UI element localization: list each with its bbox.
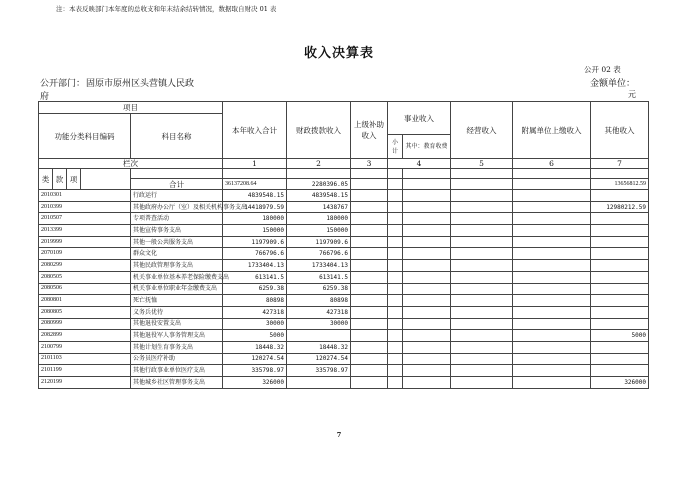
row-affiliated	[513, 213, 591, 225]
row-business-sub	[388, 190, 403, 202]
header-func-code: 功能分类科目编码	[39, 114, 131, 159]
row-business-edu	[403, 271, 451, 283]
row-code: 2010399	[39, 201, 131, 213]
row-business-edu	[403, 318, 451, 330]
row-business-edu	[403, 306, 451, 318]
row-other	[591, 260, 649, 272]
total-col-index-blank	[131, 169, 223, 179]
total-index-blank	[591, 169, 649, 179]
table-row	[39, 377, 649, 389]
header-fiscal: 财政拨款收入	[287, 102, 351, 159]
row-superior	[351, 365, 388, 377]
header-business-edu: 其中：教育收费	[403, 135, 451, 159]
row-subject-name: 其他退役军人事务管理支出	[131, 330, 223, 342]
total-business-sub	[388, 179, 403, 190]
row-code: 2070109	[39, 248, 131, 260]
row-income-total: 427318	[223, 306, 287, 318]
row-operating	[451, 190, 513, 202]
row-other	[591, 213, 649, 225]
row-income-total: 80898	[223, 295, 287, 307]
row-other	[591, 271, 649, 283]
row-operating	[451, 318, 513, 330]
header-xiang: 项	[67, 169, 81, 190]
row-superior	[351, 306, 388, 318]
row-affiliated	[513, 330, 591, 342]
row-superior	[351, 201, 388, 213]
header-lei: 类	[39, 169, 53, 190]
row-income-total: 14418979.59	[223, 201, 287, 213]
row-business-edu	[403, 213, 451, 225]
row-operating	[451, 213, 513, 225]
table-row	[39, 341, 649, 353]
row-business-sub	[388, 283, 403, 295]
row-business-edu	[403, 283, 451, 295]
row-operating	[451, 201, 513, 213]
row-business-sub	[388, 341, 403, 353]
row-other	[591, 353, 649, 365]
row-income-total: 5000	[223, 330, 287, 342]
row-operating	[451, 341, 513, 353]
row-affiliated	[513, 318, 591, 330]
row-other	[591, 283, 649, 295]
row-other: 326000	[591, 377, 649, 389]
row-operating	[451, 365, 513, 377]
row-other	[591, 318, 649, 330]
table-row	[39, 353, 649, 365]
header-business-sub: 小计	[388, 135, 403, 159]
row-subject-name: 其他行政事业单位医疗支出	[131, 365, 223, 377]
row-subject-name: 机关事业单位基本养老保险缴费支出	[131, 271, 223, 283]
row-superior	[351, 213, 388, 225]
col-index-5: 5	[451, 159, 513, 169]
row-fiscal: 427318	[287, 306, 351, 318]
row-superior	[351, 248, 388, 260]
row-income-total: 335798.97	[223, 365, 287, 377]
row-subject-name: 行政运行	[131, 190, 223, 202]
col-index-6: 6	[513, 159, 591, 169]
row-business-edu	[403, 190, 451, 202]
col-index-3: 3	[351, 159, 388, 169]
total-fiscal: 2280396.05	[287, 179, 351, 190]
row-subject-name: 群众文化	[131, 248, 223, 260]
total-index-blank	[513, 169, 591, 179]
total-index-blank	[287, 169, 351, 179]
row-business-edu	[403, 201, 451, 213]
form-number: 公开 02 表	[584, 65, 621, 74]
row-superior	[351, 295, 388, 307]
row-subject-name: 机关事业单位职业年金缴费支出	[131, 283, 223, 295]
row-operating	[451, 248, 513, 260]
total-operating	[451, 179, 513, 190]
row-code: 2101199	[39, 365, 131, 377]
row-code: 2019999	[39, 236, 131, 248]
header-operating: 经营收入	[451, 102, 513, 159]
row-business-edu	[403, 225, 451, 237]
table-row	[39, 318, 649, 330]
row-income-total: 30000	[223, 318, 287, 330]
row-fiscal	[287, 330, 351, 342]
row-fiscal: 766796.6	[287, 248, 351, 260]
row-business-edu	[403, 330, 451, 342]
page-title: 收入决算表	[303, 46, 374, 61]
total-blank	[81, 169, 131, 190]
row-subject-name: 死亡抚恤	[131, 295, 223, 307]
header-other: 其他收入	[591, 102, 649, 159]
row-fiscal: 6259.38	[287, 283, 351, 295]
row-business-edu	[403, 377, 451, 389]
row-fiscal: 80898	[287, 295, 351, 307]
row-fiscal	[287, 377, 351, 389]
row-business-edu	[403, 248, 451, 260]
row-superior	[351, 318, 388, 330]
row-superior	[351, 190, 388, 202]
row-business-sub	[388, 365, 403, 377]
row-operating	[451, 330, 513, 342]
row-other	[591, 341, 649, 353]
row-business-edu	[403, 341, 451, 353]
row-business-sub	[388, 260, 403, 272]
row-fiscal: 180000	[287, 213, 351, 225]
row-subject-name: 专项普查活动	[131, 213, 223, 225]
row-superior	[351, 353, 388, 365]
row-fiscal: 4839548.15	[287, 190, 351, 202]
row-other	[591, 225, 649, 237]
table-row	[39, 213, 649, 225]
row-subject-name: 其他政府办公厅（室）及相关机构事务支出	[131, 201, 223, 213]
row-income-total: 6259.38	[223, 283, 287, 295]
row-affiliated	[513, 365, 591, 377]
row-income-total: 1197909.6	[223, 236, 287, 248]
row-affiliated	[513, 236, 591, 248]
row-fiscal: 335798.97	[287, 365, 351, 377]
row-subject-name: 其他计划生育事务支出	[131, 341, 223, 353]
row-operating	[451, 306, 513, 318]
row-subject-name: 其他宣传事务支出	[131, 225, 223, 237]
row-business-edu	[403, 295, 451, 307]
row-operating	[451, 353, 513, 365]
row-other: 12980212.59	[591, 201, 649, 213]
department-value-tail: 府	[40, 92, 50, 102]
row-other: 5000	[591, 330, 649, 342]
row-affiliated	[513, 377, 591, 389]
row-other	[591, 190, 649, 202]
total-values-row	[39, 179, 649, 190]
row-affiliated	[513, 341, 591, 353]
row-fiscal: 30000	[287, 318, 351, 330]
page-number: 7	[336, 431, 342, 439]
table-row	[39, 365, 649, 377]
row-code: 2100799	[39, 341, 131, 353]
row-affiliated	[513, 353, 591, 365]
row-income-total: 613141.5	[223, 271, 287, 283]
row-income-total: 120274.54	[223, 353, 287, 365]
header-subject-name: 科目名称	[131, 114, 223, 159]
row-subject-name: 义务兵优待	[131, 306, 223, 318]
header-note: 注：本表反映部门本年度的总收支和年末结余结转情况，数据取自财决 01 表	[56, 5, 277, 13]
row-income-total: 1733404.13	[223, 260, 287, 272]
row-operating	[451, 260, 513, 272]
row-code: 2101103	[39, 353, 131, 365]
row-fiscal: 1438767	[287, 201, 351, 213]
table-row	[39, 306, 649, 318]
total-index-blank	[351, 169, 388, 179]
row-affiliated	[513, 306, 591, 318]
row-operating	[451, 236, 513, 248]
income-table	[38, 101, 649, 389]
col-index-4: 4	[388, 159, 451, 169]
row-other	[591, 295, 649, 307]
row-operating	[451, 377, 513, 389]
row-business-sub	[388, 271, 403, 283]
row-code: 2080505	[39, 271, 131, 283]
row-superior	[351, 341, 388, 353]
row-business-edu	[403, 236, 451, 248]
row-superior	[351, 260, 388, 272]
total-index-blank	[223, 169, 287, 179]
row-code: 2080299	[39, 260, 131, 272]
header-kuan: 款	[53, 169, 67, 190]
header-affiliated: 附属单位上缴收入	[513, 102, 591, 159]
row-income-total: 326000	[223, 377, 287, 389]
row-code: 2120199	[39, 377, 131, 389]
row-fiscal: 18448.32	[287, 341, 351, 353]
table-row	[39, 271, 649, 283]
header-item: 项目	[39, 102, 223, 114]
header-index-row	[39, 159, 649, 169]
total-income-total: 36137208.64	[223, 179, 287, 190]
row-income-total: 766796.6	[223, 248, 287, 260]
row-other	[591, 248, 649, 260]
row-business-edu	[403, 365, 451, 377]
department-label: 公开部门：	[40, 79, 86, 89]
row-affiliated	[513, 225, 591, 237]
row-subject-name: 公务员医疗补助	[131, 353, 223, 365]
row-affiliated	[513, 260, 591, 272]
row-code: 2080805	[39, 306, 131, 318]
row-affiliated	[513, 295, 591, 307]
row-other	[591, 306, 649, 318]
row-business-edu	[403, 260, 451, 272]
row-other	[591, 365, 649, 377]
row-other	[591, 236, 649, 248]
row-affiliated	[513, 201, 591, 213]
unit-value: 元	[628, 90, 636, 99]
row-affiliated	[513, 190, 591, 202]
total-superior	[351, 179, 388, 190]
table-row	[39, 201, 649, 213]
row-subject-name: 其他民政管理事务支出	[131, 260, 223, 272]
row-code: 2013399	[39, 225, 131, 237]
row-superior	[351, 283, 388, 295]
row-business-sub	[388, 213, 403, 225]
header-row-1	[39, 102, 649, 114]
row-business-sub	[388, 318, 403, 330]
row-operating	[451, 283, 513, 295]
row-code: 2082899	[39, 330, 131, 342]
table-row	[39, 225, 649, 237]
row-business-sub	[388, 330, 403, 342]
table-row	[39, 330, 649, 342]
row-business-edu	[403, 353, 451, 365]
row-superior	[351, 330, 388, 342]
table-row	[39, 236, 649, 248]
row-operating	[451, 295, 513, 307]
row-fiscal: 1197909.6	[287, 236, 351, 248]
row-business-sub	[388, 295, 403, 307]
total-index-blank	[451, 169, 513, 179]
row-operating	[451, 225, 513, 237]
unit-label: 金额单位：	[590, 79, 636, 89]
col-index-label: 栏次	[39, 159, 223, 169]
row-superior	[351, 225, 388, 237]
row-subject-name: 其他退役安置支出	[131, 318, 223, 330]
row-income-total: 18448.32	[223, 341, 287, 353]
total-label: 合计	[131, 179, 223, 190]
row-code: 2010507	[39, 213, 131, 225]
header-income-total: 本年收入合计	[223, 102, 287, 159]
row-fiscal: 150000	[287, 225, 351, 237]
row-affiliated	[513, 283, 591, 295]
col-index-1: 1	[223, 159, 287, 169]
total-business-edu	[403, 179, 451, 190]
row-business-sub	[388, 201, 403, 213]
table-row	[39, 190, 649, 202]
row-operating	[451, 271, 513, 283]
row-superior	[351, 271, 388, 283]
total-index-blank	[388, 169, 403, 179]
col-index-2: 2	[287, 159, 351, 169]
total-row	[39, 169, 649, 179]
department-value: 固原市原州区头营镇人民政	[86, 79, 195, 89]
row-income-total: 150000	[223, 225, 287, 237]
row-affiliated	[513, 248, 591, 260]
row-subject-name: 其他城乡社区管理事务支出	[131, 377, 223, 389]
table-row	[39, 295, 649, 307]
row-subject-name: 其他一般公共服务支出	[131, 236, 223, 248]
total-affiliated	[513, 179, 591, 190]
row-business-sub	[388, 225, 403, 237]
row-business-sub	[388, 236, 403, 248]
row-fiscal: 120274.54	[287, 353, 351, 365]
row-fiscal: 613141.5	[287, 271, 351, 283]
row-superior	[351, 236, 388, 248]
row-code: 2080506	[39, 283, 131, 295]
row-fiscal: 1733404.13	[287, 260, 351, 272]
row-business-sub	[388, 248, 403, 260]
total-other: 13656812.59	[591, 179, 649, 190]
table-row	[39, 260, 649, 272]
total-index-blank	[403, 169, 451, 179]
header-business: 事业收入	[388, 102, 451, 135]
row-code: 2080999	[39, 318, 131, 330]
row-income-total: 180000	[223, 213, 287, 225]
row-business-sub	[388, 353, 403, 365]
row-affiliated	[513, 271, 591, 283]
row-code: 2010301	[39, 190, 131, 202]
row-income-total: 4839548.15	[223, 190, 287, 202]
row-code: 2080801	[39, 295, 131, 307]
table-row	[39, 283, 649, 295]
table-row	[39, 248, 649, 260]
col-index-7: 7	[591, 159, 649, 169]
row-superior	[351, 377, 388, 389]
row-business-sub	[388, 306, 403, 318]
header-superior: 上级补助收入	[351, 102, 388, 159]
row-business-sub	[388, 377, 403, 389]
